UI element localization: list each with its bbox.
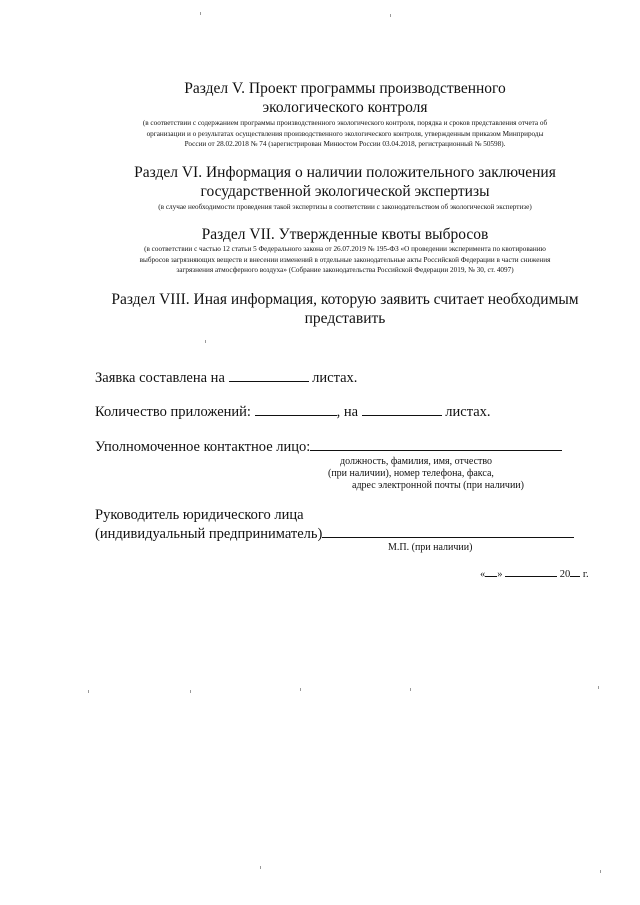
scan-mark (260, 866, 261, 869)
date-day-field[interactable] (485, 566, 497, 577)
section-vii-note-line1: (в соответствии с частью 12 статьи 5 Федерального закона от 26.07.2019 № 195-ФЗ «О проведении эксперимента по квотированию (144, 245, 546, 253)
date-year-field[interactable] (570, 566, 580, 577)
section-v-note-line1: (в соответствии с содержанием программы производственного экологического контроля, порядка и сроков представления отчета об (142, 119, 548, 127)
scan-mark (300, 688, 301, 691)
head-line (95, 524, 574, 543)
section-vii-note-line3: загрязнения атмосферного воздуха» (Собрание законодательства Российской Федерации 2019, № 30, ст. 4097) (176, 266, 514, 274)
section-vii-heading-line1: Раздел VII. Утвержденные квоты выбросов (201, 226, 489, 243)
scan-mark (200, 12, 201, 15)
section-v-heading-line1: Раздел V. Проект программы производственного (184, 80, 506, 97)
section-v-heading-line2: экологического контроля (262, 99, 428, 116)
attachments-label: Количество приложений: (95, 404, 251, 420)
attachments-suffix: листах. (445, 404, 491, 420)
date-line (480, 566, 589, 581)
head-signature-field[interactable] (322, 524, 574, 538)
attachments-on-label: , на (336, 404, 359, 420)
attachments-count-field[interactable] (255, 402, 337, 416)
section-vi-heading-line2: государственной экологической экспертизы (200, 183, 490, 200)
section-vii (80, 225, 610, 276)
section-v-note-line2: организации и о результатах осуществления производственного экологического контроля, утвержденным приказом Минприроды (146, 129, 544, 138)
date-close-quote: » (497, 569, 503, 580)
section-viii (70, 290, 620, 328)
sheets-suffix: листах. (312, 370, 358, 386)
section-vii-note-line2: выбросов загрязняющих веществ и внесении изменений в отдельные законодательные акты Российской Федерации в части снижения (139, 255, 551, 264)
date-open-quote: « (480, 569, 486, 580)
contact-hint-line3: адрес электронной почты (при наличии) (352, 480, 524, 491)
section-vi-note-line1: (в случае необходимости проведения такой экспертизы в соответствии с законодательством об экологической экспертизе) (158, 203, 532, 211)
section-viii-heading-line1: Раздел VIII. Иная информация, которую заявить считает необходимым (111, 291, 579, 308)
scan-mark (88, 690, 89, 693)
section-v (80, 79, 610, 150)
scan-mark (390, 14, 391, 17)
head-label-line1: Руководитель юридического лица (95, 507, 304, 523)
head-label-line2: (индивидуальный предприниматель) (95, 526, 323, 542)
scan-mark (410, 688, 411, 691)
scan-mark (190, 690, 191, 693)
contact-person-line (95, 437, 562, 456)
contact-hint-line1: должность, фамилия, имя, отчество (340, 456, 493, 467)
section-vi-heading-line1: Раздел VI. Информация о наличии положительного заключения (134, 164, 556, 181)
scan-mark (205, 340, 206, 343)
sheets-label: Заявка составлена на (95, 370, 225, 386)
section-v-note-line3: России от 28.02.2018 № 74 (зарегистрирован Минюстом России 03.04.2018, регистрационный № 50598). (184, 140, 506, 148)
section-viii-heading-line2: представить (304, 310, 386, 327)
sheets-count-line (95, 368, 357, 387)
date-year-suffix: г. (582, 569, 589, 580)
contact-person-field[interactable] (310, 437, 562, 451)
scan-mark (598, 686, 599, 689)
stamp-note: М.П. (при наличии) (388, 542, 473, 553)
contact-label: Уполномоченное контактное лицо: (95, 439, 311, 455)
scan-mark (600, 870, 601, 873)
date-year-prefix: 20 (559, 569, 571, 580)
section-vi (80, 163, 610, 213)
contact-hint-line2: (при наличии), номер телефона, факса, (328, 468, 494, 479)
attachments-sheets-field[interactable] (362, 402, 442, 416)
date-month-field[interactable] (505, 566, 557, 577)
sheets-count-field[interactable] (229, 368, 309, 382)
attachments-line (95, 402, 491, 421)
